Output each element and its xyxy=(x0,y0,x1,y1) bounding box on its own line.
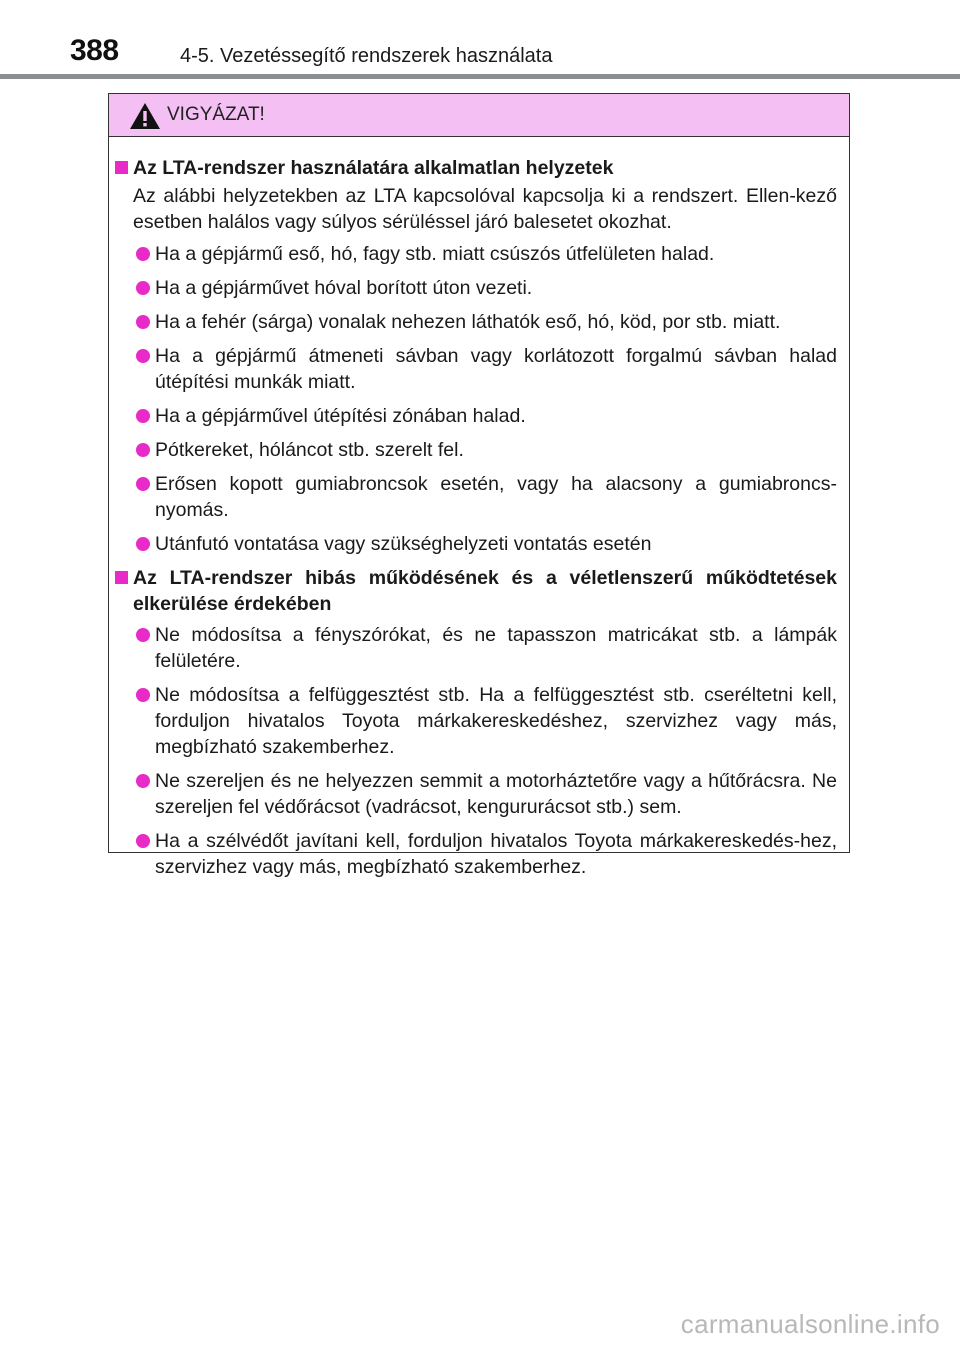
list-item xyxy=(109,241,837,267)
circle-bullet-icon xyxy=(136,834,150,848)
list-item-text: Ha a szélvédőt javítani kell, forduljon hivatalos Toyota márkakereskedés-hez, szervizhez vagy más, megbízható szakemberhez. xyxy=(155,830,837,878)
circle-bullet-icon xyxy=(136,247,150,261)
section-title: 4-5. Vezetéssegítő rendszerek használata xyxy=(180,45,553,67)
list-item-text: Ha a gépjárművel útépítési zónában halad. xyxy=(155,405,526,427)
page-header xyxy=(0,0,960,80)
list-item xyxy=(109,275,837,301)
list-item xyxy=(109,343,837,395)
section-heading xyxy=(109,565,837,617)
circle-bullet-icon xyxy=(136,409,150,423)
circle-bullet-icon xyxy=(136,628,150,642)
circle-bullet-icon xyxy=(136,688,150,702)
list-item-text: Erősen kopott gumiabroncsok esetén, vagy ha alacsony a gumiabroncs-nyomás. xyxy=(155,473,837,521)
list-item-text: Ha a fehér (sárga) vonalak nehezen láthatók eső, hó, köd, por stb. miatt. xyxy=(155,311,781,333)
list-item-text: Ne módosítsa a fényszórókat, és ne tapasszon matricákat stb. a lámpák felületére. xyxy=(155,624,837,672)
list-item-text: Ha a gépjármű átmeneti sávban vagy korlátozott forgalmú sávban halad útépítési munkák miatt. xyxy=(155,345,837,393)
circle-bullet-icon xyxy=(136,281,150,295)
list-item-text: Ha a gépjármű eső, hó, fagy stb. miatt csúszós útfelületen halad. xyxy=(155,243,715,265)
circle-bullet-icon xyxy=(136,349,150,363)
list-item-text: Utánfutó vontatása vagy szükséghelyzeti vontatás esetén xyxy=(155,533,652,555)
list-item-text: Ne szereljen és ne helyezzen semmit a motorháztetőre vagy a hűtőrácsra. Ne szereljen fel védőrácsot (vadrácsot, kengururácsot stb.) sem. xyxy=(155,770,837,818)
list-item xyxy=(109,309,837,335)
list-item-text: Ha a gépjárművet hóval borított úton vezeti. xyxy=(155,277,533,299)
list-item-text: Ne módosítsa a felfüggesztést stb. Ha a felfüggesztést stb. cseréltetni kell, forduljon hivatalos Toyota márkakereskedéshez, szervizhez vagy más, megbízható szakemberhez. xyxy=(155,684,837,758)
warning-content xyxy=(109,137,849,880)
list-item-text: Pótkereket, hóláncot stb. szerelt fel. xyxy=(155,439,464,461)
warning-triangle-icon xyxy=(129,102,161,130)
circle-bullet-icon xyxy=(136,537,150,551)
square-bullet-icon xyxy=(115,571,128,584)
section-heading-text: Az LTA-rendszer használatára alkalmatlan helyzetek xyxy=(133,157,614,179)
square-bullet-icon xyxy=(115,161,128,174)
list-item xyxy=(109,622,837,674)
list-item xyxy=(109,682,837,760)
list-item xyxy=(109,531,837,557)
circle-bullet-icon xyxy=(136,477,150,491)
list-item xyxy=(109,828,837,880)
list-item xyxy=(109,437,837,463)
list-item xyxy=(109,471,837,523)
warning-header xyxy=(109,94,849,137)
warning-label: VIGYÁZAT! xyxy=(167,104,265,125)
section-intro: Az alábbi helyzetekben az LTA kapcsolóval kapcsolja ki a rendszert. Ellen-kező esetben halálos vagy súlyos sérüléssel járó balesetet okozhat. xyxy=(133,185,837,233)
section-heading-text: Az LTA-rendszer hibás működésének és a véletlenszerű működtetések elkerülése érdekében xyxy=(133,567,837,615)
watermark: carmanualsonline.info xyxy=(680,1309,940,1339)
list-item xyxy=(109,768,837,820)
circle-bullet-icon xyxy=(136,443,150,457)
list-item xyxy=(109,403,837,429)
section-heading xyxy=(109,155,837,181)
warning-box xyxy=(108,93,850,878)
page-number: 388 xyxy=(70,34,119,67)
header-divider xyxy=(0,74,960,79)
circle-bullet-icon xyxy=(136,315,150,329)
circle-bullet-icon xyxy=(136,774,150,788)
